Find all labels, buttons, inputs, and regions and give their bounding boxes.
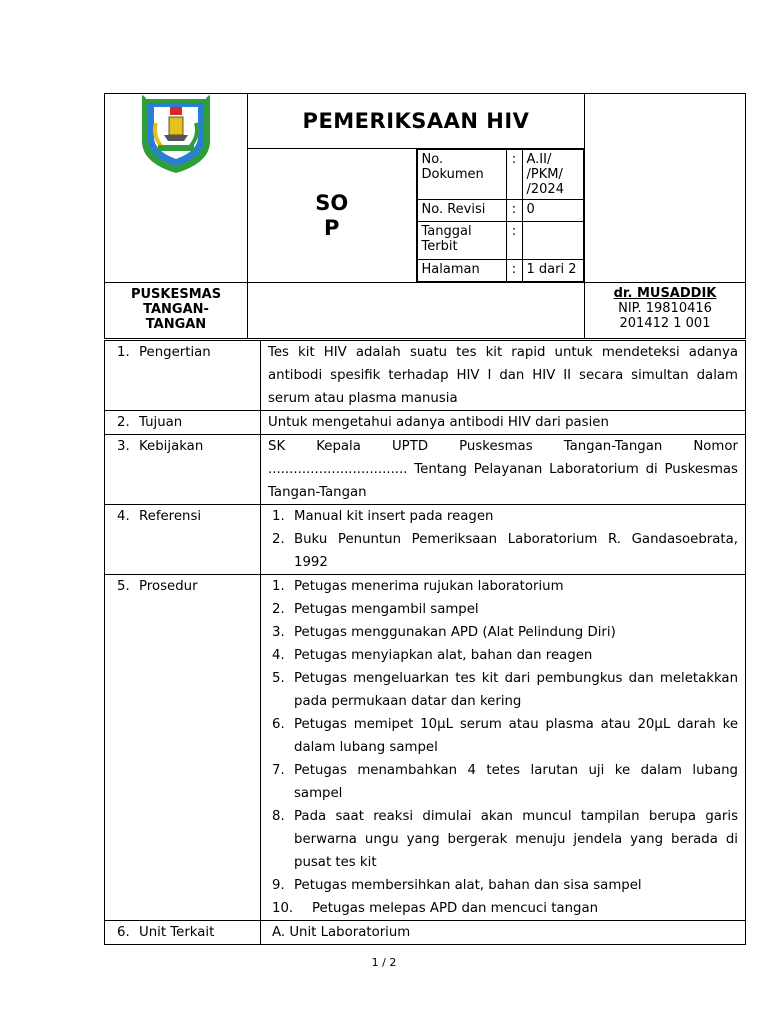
list-item: 1. Manual kit insert pada reagen [272, 509, 494, 524]
section-text: A. Unit Laboratorium [261, 921, 746, 945]
section-text: SK Kepala UPTD Puskesmas Tangan-Tangan Nomor ................................. Tentang Pelayanan Laboratorium di Puskesmas Tangan-Tangan [261, 435, 746, 505]
meta-label-doc-number: No. Dokumen [417, 150, 506, 200]
organization-name: PUSKESMAS TANGAN-TANGAN [105, 283, 248, 339]
section-label: 2. Tujuan [105, 411, 261, 435]
section-row-referensi [105, 505, 746, 575]
section-label: 5. Prosedur [105, 575, 261, 921]
section-text: Untuk mengetahui adanya antibodi HIV dari pasien [261, 411, 746, 435]
section-label: 4. Referensi [105, 505, 261, 575]
list-item: 6. Petugas memipet 10μL serum atau plasma atau 20μL darah ke dalam lubang sampel [272, 717, 738, 755]
list-item: 7. Petugas menambahkan 4 tetes larutan uji ke dalam lubang sampel [272, 763, 738, 801]
list-item: 2. Petugas mengambil sampel [272, 602, 479, 617]
section-list [261, 505, 746, 575]
meta-value-issue-date [522, 222, 584, 260]
section-row-kebijakan [105, 435, 746, 505]
sop-header-table [104, 93, 746, 339]
document-meta-cell [416, 149, 585, 283]
meta-value-page: 1 dari 2 [522, 260, 584, 282]
section-label: 6. Unit Terkait [105, 921, 261, 945]
blank-middle-cell [248, 283, 585, 339]
signatory-name: dr. MUSADDIK [613, 286, 717, 301]
meta-value-doc-number: A.II/ /PKM/ /2024 [522, 150, 584, 200]
section-row-pengertian [105, 341, 746, 411]
meta-sep: : [506, 150, 522, 200]
list-item: 4. Petugas menyiapkan alat, bahan dan reagen [272, 648, 593, 663]
list-item: 5. Petugas mengeluarkan tes kit dari pembungkus dan meletakkan pada permukaan datar dan kering [272, 671, 738, 709]
blank-header-cell [585, 94, 746, 283]
page-number: 1 / 2 [371, 956, 397, 969]
sop-label: SO P [248, 149, 417, 283]
document-title: PEMERIKSAAN HIV [248, 94, 585, 149]
logo-cell [105, 94, 248, 283]
meta-value-revision: 0 [522, 200, 584, 222]
meta-label-revision: No. Revisi [417, 200, 506, 222]
document-meta-table [417, 149, 585, 282]
section-row-prosedur [105, 575, 746, 921]
list-item: 8. Pada saat reaksi dimulai akan muncul tampilan berupa garis berwarna ungu yang bergerak menuju jendela yang berada di pusat tes kit [272, 809, 738, 870]
list-item: 9. Petugas membersihkan alat, bahan dan sisa sampel [272, 878, 642, 893]
section-text: Tes kit HIV adalah suatu tes kit rapid untuk mendeteksi adanya antibodi spesifik terhadap HIV I dan HIV II secara simultan dalam serum atau plasma manusia [261, 341, 746, 411]
section-list [261, 575, 746, 921]
signatory-nip: NIP. 19810416 201412 1 001 [618, 301, 712, 331]
regency-emblem-icon [136, 93, 216, 175]
meta-sep: : [506, 200, 522, 222]
list-item: 10. Petugas melepas APD dan mencuci tangan [272, 901, 599, 916]
meta-label-issue-date: Tanggal Terbit [417, 222, 506, 260]
sop-content-table [104, 340, 746, 945]
meta-sep: : [506, 222, 522, 260]
section-row-tujuan [105, 411, 746, 435]
section-label: 1. Pengertian [105, 341, 261, 411]
meta-sep: : [506, 260, 522, 282]
section-label: 3. Kebijakan [105, 435, 261, 505]
signatory-cell [585, 283, 746, 339]
list-item: 3. Petugas menggunakan APD (Alat Pelindung Diri) [272, 625, 616, 640]
list-item: 1. Petugas menerima rujukan laboratorium [272, 579, 564, 594]
section-row-unit-terkait [105, 921, 746, 945]
meta-label-page: Halaman [417, 260, 506, 282]
list-item: 2. Buku Penuntun Pemeriksaan Laboratorium R. Gandasoebrata, 1992 [272, 532, 738, 570]
